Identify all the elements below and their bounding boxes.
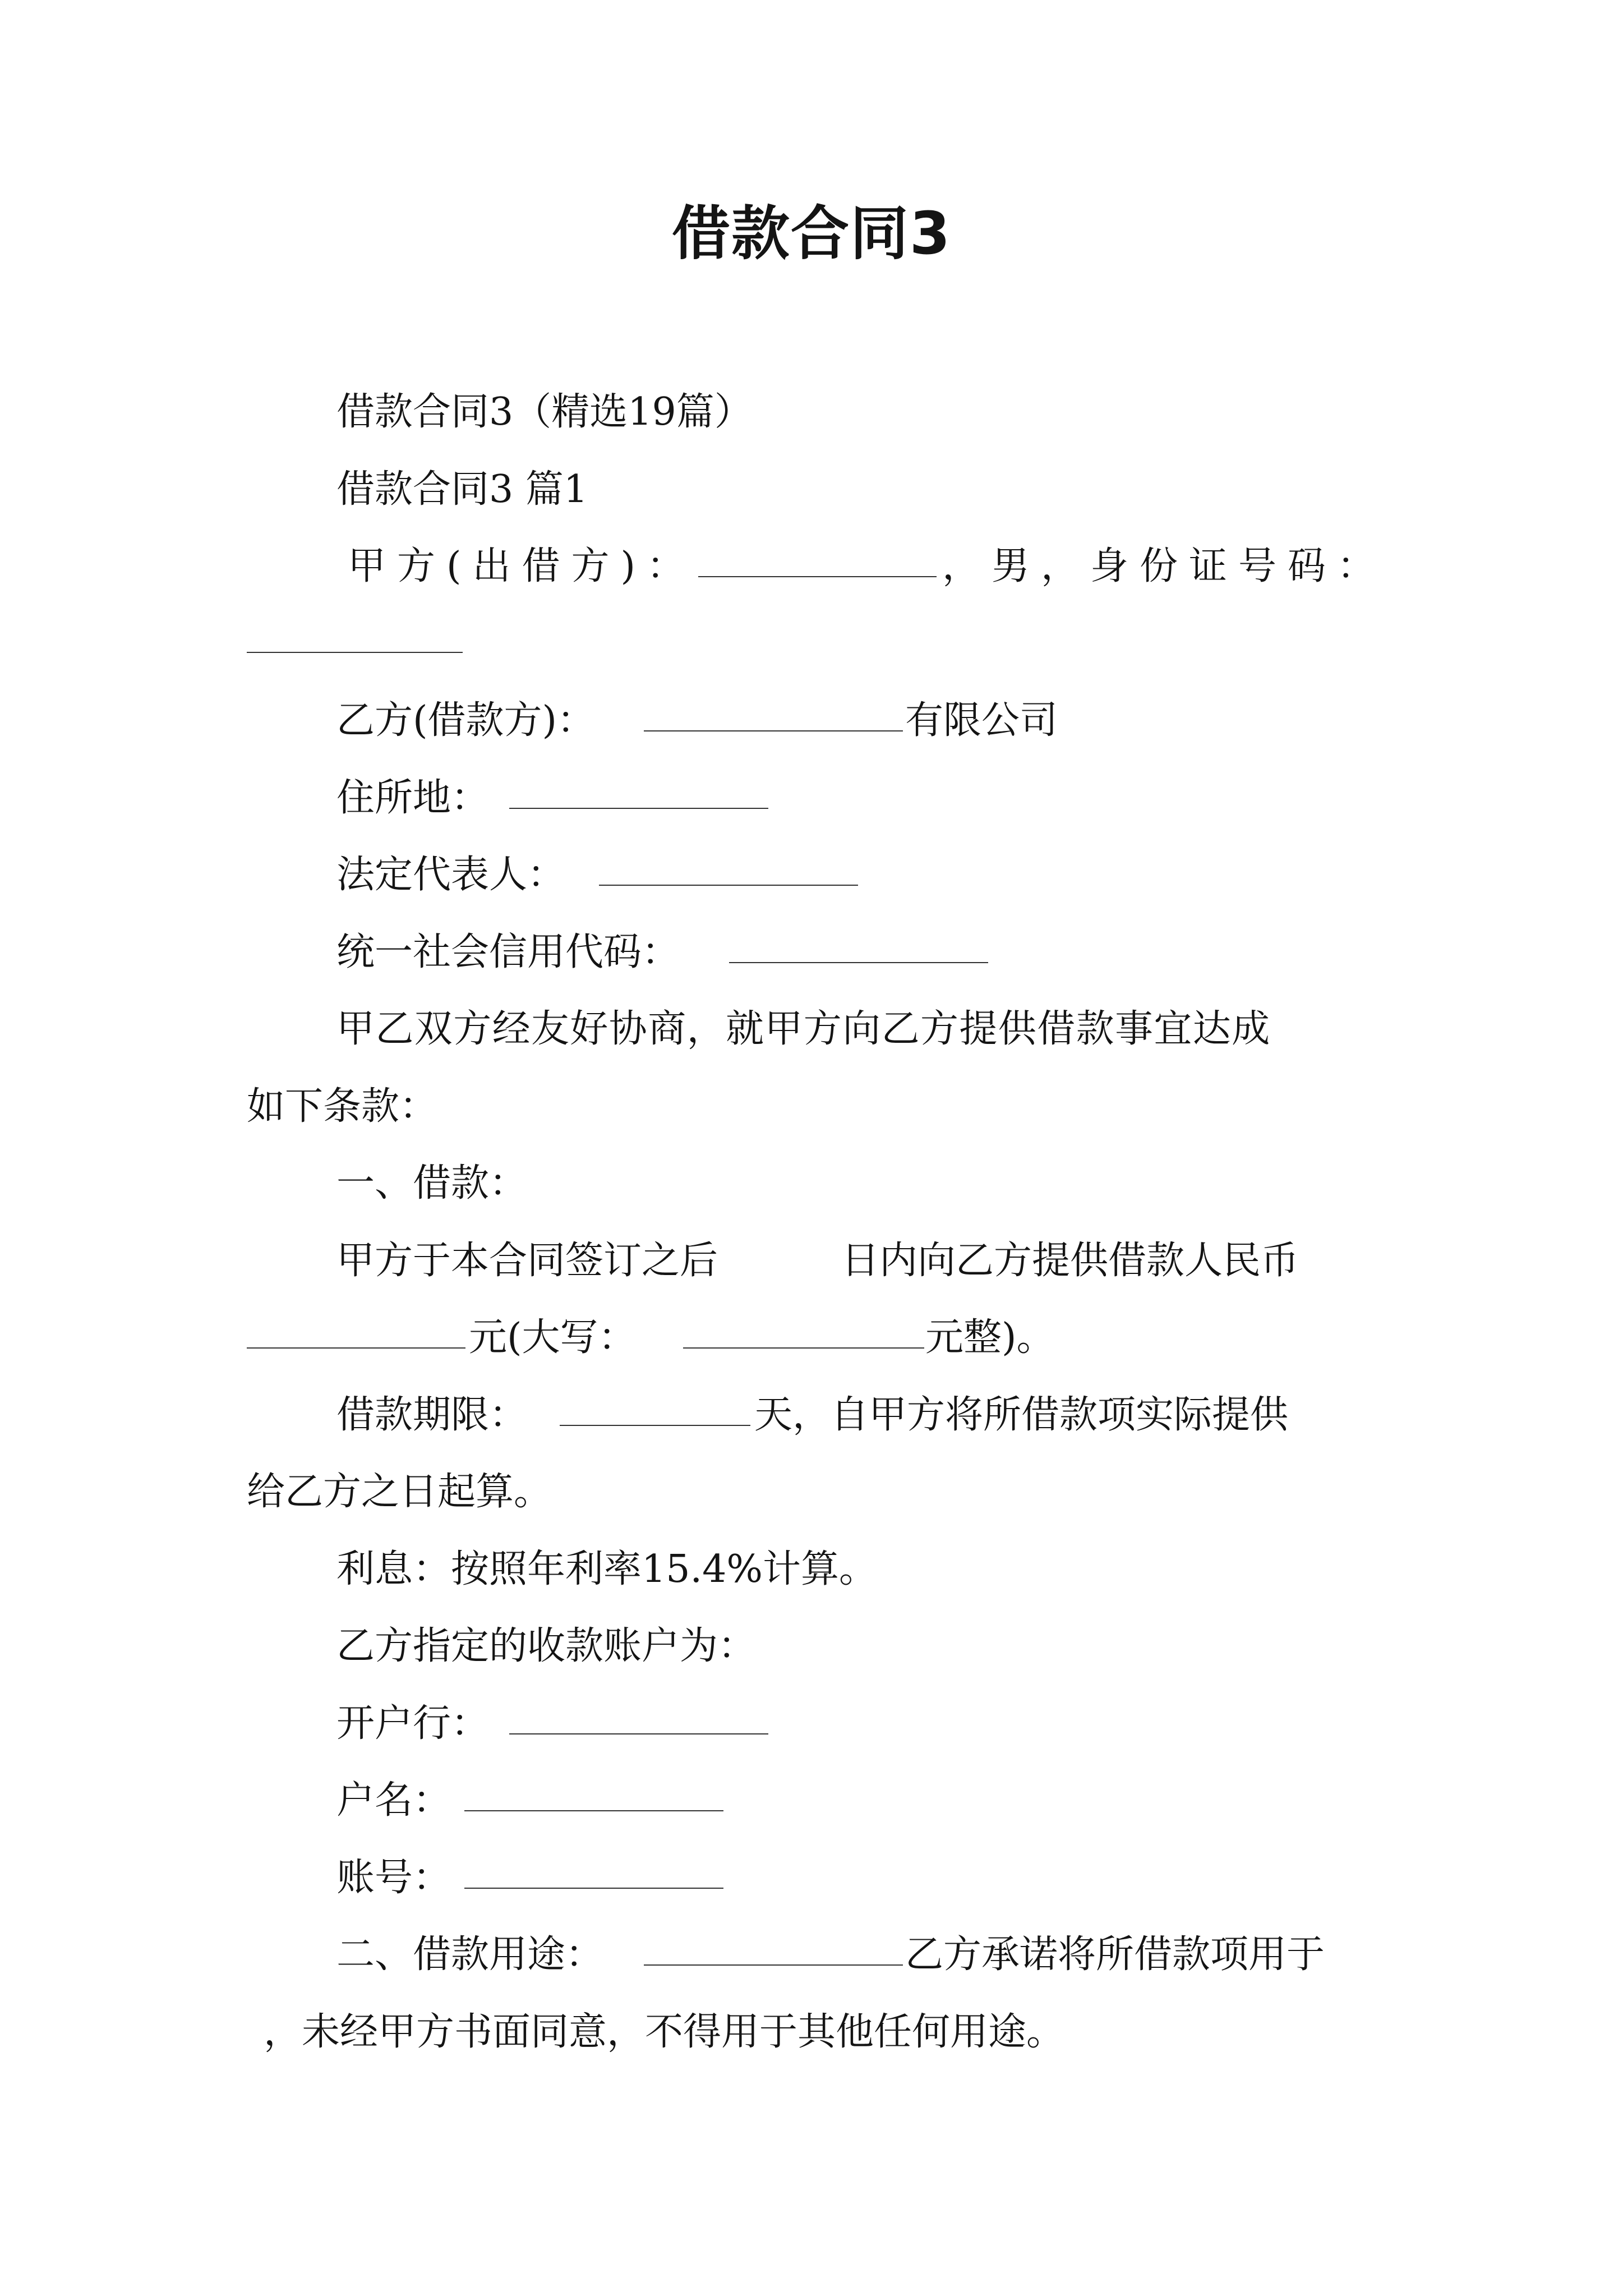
- party-b-name-blank: [644, 696, 903, 731]
- section-heading: 借款合同3 篇1: [336, 467, 588, 512]
- loan-amount-suffix: 元整)。: [925, 1315, 1055, 1360]
- intro-line-2: 如下条款：: [247, 1084, 438, 1129]
- section1-heading: 一、借款：: [336, 1161, 528, 1205]
- account-number-blank: [464, 1853, 723, 1889]
- party-b-company-suffix: 有限公司: [905, 698, 1058, 743]
- party-a-label: 甲方(出借方)：: [348, 544, 697, 588]
- residence-blank: [509, 773, 768, 809]
- party-b-label: 乙方(借款方)：: [336, 698, 596, 743]
- party-a-name-blank: [698, 541, 937, 577]
- interest-clause: 利息：按照年利率15.4%计算。: [336, 1547, 878, 1591]
- section2-heading: 二、借款用途：: [336, 1932, 604, 1977]
- loan-term-blank: [560, 1390, 750, 1426]
- receiving-account-intro: 乙方指定的收款账户为：: [336, 1624, 757, 1668]
- residence-label: 住所地：: [336, 776, 490, 820]
- account-name-blank: [464, 1775, 723, 1811]
- credit-code-blank: [729, 927, 988, 963]
- loan-purpose-text: 乙方承诺将所借款项用于: [905, 1932, 1325, 1977]
- account-number-label: 账号：: [336, 1856, 451, 1900]
- loan-amount-uppercase-blank: [683, 1313, 924, 1349]
- loan-provision-line-1a: 甲方于本合同签订之后: [336, 1239, 718, 1283]
- intro-line-1: 甲乙双方经友好协商，就甲方向乙方提供借款事宜达成: [336, 1007, 1271, 1051]
- credit-code-label: 统一社会信用代码：: [336, 930, 680, 974]
- loan-term-line-2: 给乙方之日起算。: [247, 1470, 552, 1514]
- document-title: 借款合同3: [671, 199, 952, 268]
- party-a-gender-id-label: ，男，身份证号码：: [942, 544, 1387, 588]
- loan-purpose-line-2: ，未经甲方书面同意，不得用于其他任何用途。: [264, 2010, 1065, 2054]
- loan-term-text: 天，自甲方将所借款项实际提供: [754, 1393, 1289, 1437]
- loan-provision-line-1b: 日内向乙方提供借款人民币: [841, 1239, 1299, 1283]
- account-name-label: 户名：: [336, 1778, 451, 1823]
- legal-rep-blank: [599, 850, 858, 886]
- document-subtitle: 借款合同3（精选19篇）: [336, 390, 753, 434]
- loan-amount-blank: [247, 1313, 465, 1349]
- bank-label: 开户行：: [336, 1701, 490, 1746]
- legal-rep-label: 法定代表人：: [336, 853, 566, 897]
- bank-blank: [509, 1699, 768, 1734]
- loan-amount-uppercase-label: 元(大写：: [469, 1315, 637, 1360]
- loan-purpose-blank: [644, 1930, 903, 1966]
- loan-term-label: 借款期限：: [336, 1393, 528, 1437]
- party-a-id-blank: [247, 617, 463, 653]
